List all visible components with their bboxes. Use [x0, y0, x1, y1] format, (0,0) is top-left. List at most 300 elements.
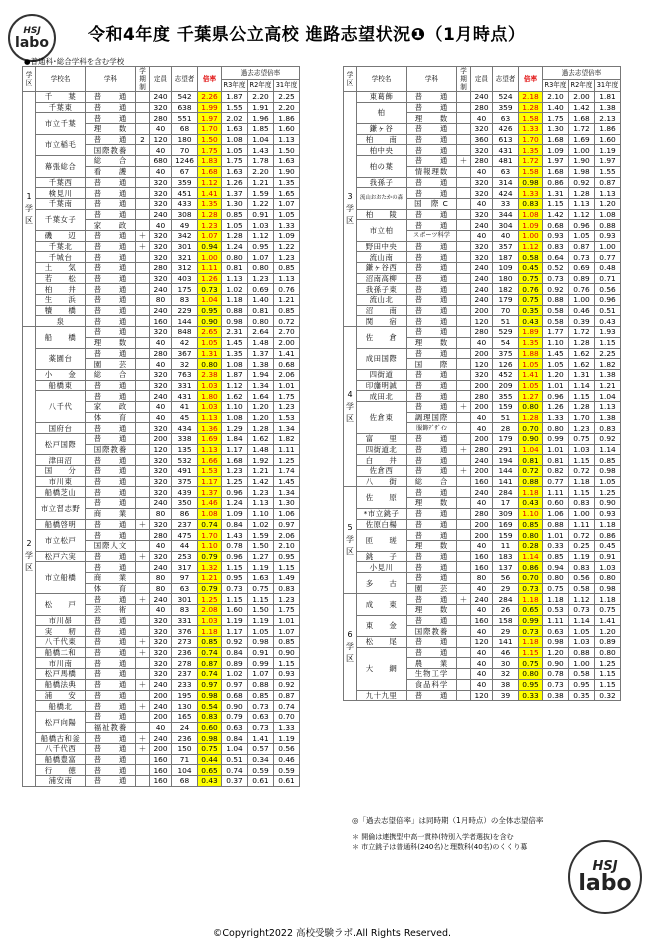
department: 普 通 — [86, 530, 136, 541]
past-rate-r3: 1.01 — [543, 444, 569, 455]
rate: 2.26 — [198, 92, 222, 103]
applicants: 312 — [172, 263, 198, 274]
term-type: ＋ — [136, 637, 150, 648]
rate: 1.28 — [519, 102, 543, 113]
table-row — [344, 284, 621, 295]
applicants: 273 — [172, 637, 198, 648]
school-name: 土 気 — [36, 263, 86, 274]
area-label: 1 学 区 — [23, 92, 36, 327]
past-rate-r3: 0.97 — [222, 679, 248, 690]
school-name: 浦安南 — [36, 776, 86, 787]
past-rate-r3: 1.30 — [222, 198, 248, 209]
logo-line1: HSJ — [23, 25, 41, 36]
past-rate-h31: 0.96 — [595, 295, 621, 306]
past-rate-r3: 1.33 — [543, 412, 569, 423]
department: 理 数 — [407, 498, 457, 509]
applicants: 68 — [172, 124, 198, 135]
applicants: 357 — [493, 241, 519, 252]
past-rate-h31: 2.00 — [274, 337, 300, 348]
capacity: 240 — [471, 263, 493, 274]
capacity: 40 — [150, 401, 172, 412]
past-rate-h31: 0.90 — [274, 647, 300, 658]
department: 普 通 — [86, 327, 136, 338]
capacity: 320 — [150, 423, 172, 434]
past-rate-r2: 1.38 — [248, 359, 274, 370]
school-name: 薬園台 — [36, 348, 86, 369]
past-rate-h31: 0.92 — [595, 434, 621, 445]
capacity: 120 — [471, 316, 493, 327]
header-rate: 倍率 — [198, 67, 222, 92]
rate: 1.23 — [198, 220, 222, 231]
department: 普 通 — [86, 679, 136, 690]
past-rate-h31: 1.63 — [274, 156, 300, 167]
past-rate-r3: 1.18 — [222, 295, 248, 306]
past-rate-r3: 0.84 — [222, 647, 248, 658]
past-rate-r2: 1.15 — [569, 391, 595, 402]
term-type — [136, 765, 150, 776]
past-rate-r3: 1.08 — [222, 359, 248, 370]
table-row — [344, 530, 621, 541]
past-rate-h31: 2.25 — [595, 348, 621, 359]
term-type — [457, 252, 471, 263]
past-rate-h31: 0.45 — [595, 540, 621, 551]
past-rate-h31: 2.70 — [274, 327, 300, 338]
past-rate-r2: 0.35 — [569, 690, 595, 701]
applicants: 130 — [172, 701, 198, 712]
capacity: 240 — [150, 284, 172, 295]
past-rate-r3: 1.97 — [543, 156, 569, 167]
applicants: 424 — [493, 188, 519, 199]
past-rate-r3: 0.38 — [543, 690, 569, 701]
past-rate-h31: 1.09 — [274, 230, 300, 241]
department: 普 通 — [86, 562, 136, 573]
school-name: 鎌ヶ谷西 — [357, 263, 407, 274]
logo-line1: HSJ — [592, 858, 618, 874]
past-rate-r3: 0.73 — [543, 679, 569, 690]
area-label: 2 学 区 — [23, 327, 36, 787]
table-row — [344, 380, 621, 391]
rate: 1.88 — [519, 348, 543, 359]
school-name: 流山北 — [357, 295, 407, 306]
past-rate-r3: 1.35 — [222, 348, 248, 359]
past-rate-h31: 1.13 — [595, 401, 621, 412]
department: 普 通 — [86, 134, 136, 145]
department: 看 護 — [86, 166, 136, 177]
table-row — [344, 252, 621, 263]
applicants: 32 — [172, 359, 198, 370]
past-rate-r2: 1.90 — [569, 156, 595, 167]
table-row — [23, 134, 300, 145]
term-type — [457, 572, 471, 583]
school-name: 市立柏 — [357, 220, 407, 241]
applicants: 54 — [493, 337, 519, 348]
rate: 1.75 — [198, 145, 222, 156]
applicants: 194 — [493, 455, 519, 466]
capacity: 200 — [150, 434, 172, 445]
past-rate-r2: 1.11 — [569, 519, 595, 530]
table-row — [23, 305, 300, 316]
applicants: 350 — [172, 498, 198, 509]
applicants: 28 — [493, 423, 519, 434]
term-type — [136, 188, 150, 199]
department: 普 通 — [86, 765, 136, 776]
school-name: 成 東 — [357, 594, 407, 615]
applicants: 51 — [493, 412, 519, 423]
rate: 1.33 — [519, 124, 543, 135]
applicants: 144 — [493, 466, 519, 477]
school-name: 柏中央 — [357, 145, 407, 156]
past-rate-r2: 0.73 — [248, 722, 274, 733]
area-label: 4 学 区 — [344, 327, 357, 487]
rate: 1.35 — [519, 145, 543, 156]
past-rate-h31: 0.83 — [595, 423, 621, 434]
rate: 1.14 — [519, 551, 543, 562]
capacity: 240 — [150, 701, 172, 712]
past-rate-r3: 0.98 — [543, 637, 569, 648]
department: 普 通 — [86, 626, 136, 637]
past-rate-h31: 0.48 — [595, 263, 621, 274]
school-name: 松 尾 — [357, 637, 407, 648]
school-name: 泉 — [36, 316, 86, 327]
past-rate-r3: 0.98 — [222, 316, 248, 327]
capacity: 40 — [150, 220, 172, 231]
capacity: 40 — [150, 605, 172, 616]
school-name: 市立千葉 — [36, 113, 86, 134]
past-rate-r3: 1.87 — [222, 369, 248, 380]
school-name: 東 金 — [357, 615, 407, 636]
term-type: ＋ — [457, 466, 471, 477]
past-rate-r3: 0.79 — [222, 711, 248, 722]
applicants: 68 — [172, 776, 198, 787]
past-rate-r2: 0.99 — [248, 658, 274, 669]
term-type — [457, 455, 471, 466]
rate: 0.28 — [519, 540, 543, 551]
past-rate-r2: 1.21 — [248, 466, 274, 477]
capacity: 40 — [471, 669, 493, 680]
school-name: 市立稲毛 — [36, 134, 86, 155]
past-rate-r2: 1.00 — [569, 145, 595, 156]
term-type — [136, 455, 150, 466]
rate: 1.41 — [198, 188, 222, 199]
past-rate-h31: 1.60 — [274, 124, 300, 135]
department: 普 通 — [407, 508, 457, 519]
capacity: 40 — [150, 359, 172, 370]
applicants: 344 — [493, 209, 519, 220]
table-row — [344, 476, 621, 487]
applicants: 109 — [493, 263, 519, 274]
school-name: 柏 陵 — [357, 209, 407, 220]
past-rate-r3: 1.77 — [543, 327, 569, 338]
department: 普 通 — [407, 295, 457, 306]
table-row — [344, 594, 621, 605]
department: 普 通 — [407, 615, 457, 626]
rate: 1.04 — [519, 444, 543, 455]
term-type — [457, 359, 471, 370]
past-rate-r2: 1.92 — [248, 455, 274, 466]
school-name: 磯 辺 — [36, 230, 86, 241]
past-rate-r2: 1.72 — [569, 327, 595, 338]
capacity: 200 — [150, 743, 172, 754]
rate: 1.89 — [519, 327, 543, 338]
rate: 0.75 — [198, 743, 222, 754]
past-rate-h31: 2.13 — [595, 113, 621, 124]
past-rate-r3: 0.78 — [222, 540, 248, 551]
rate: 1.41 — [519, 369, 543, 380]
table-row — [23, 92, 300, 103]
header-applicants: 志望者 — [172, 67, 198, 92]
applicants: 141 — [493, 476, 519, 487]
past-rate-r2: 1.03 — [248, 220, 274, 231]
capacity: 160 — [150, 776, 172, 787]
capacity: 320 — [471, 252, 493, 263]
past-rate-r3: 1.26 — [543, 401, 569, 412]
rate: 0.98 — [198, 690, 222, 701]
term-type — [457, 498, 471, 509]
term-type — [136, 177, 150, 188]
table-row — [23, 476, 300, 487]
applicants: 83 — [172, 605, 198, 616]
term-type — [136, 305, 150, 316]
table-row — [23, 434, 300, 445]
school-name: 市立松戸 — [36, 530, 86, 551]
past-rate-r3: 0.53 — [543, 605, 569, 616]
capacity: 120 — [471, 637, 493, 648]
school-name: 船 橋 — [36, 327, 86, 348]
rate: 0.85 — [198, 637, 222, 648]
school-name: 千葉西 — [36, 177, 86, 188]
department: 普 通 — [86, 92, 136, 103]
capacity: 40 — [471, 113, 493, 124]
past-rate-h31: 0.43 — [595, 316, 621, 327]
term-type — [457, 669, 471, 680]
department: 普 通 — [407, 327, 457, 338]
term-type — [136, 444, 150, 455]
past-rate-r2: 0.72 — [569, 466, 595, 477]
rate: 0.73 — [198, 284, 222, 295]
department: 服飾ﾃﾞｻﾞｲﾝ — [407, 423, 457, 434]
capacity: 320 — [150, 252, 172, 263]
past-rate-h31: 0.56 — [274, 743, 300, 754]
table-row — [23, 252, 300, 263]
table-row — [23, 198, 300, 209]
term-type — [457, 658, 471, 669]
applicants: 63 — [493, 113, 519, 124]
rate: 0.94 — [198, 241, 222, 252]
rate: 1.03 — [198, 380, 222, 391]
past-rate-h31: 1.38 — [595, 369, 621, 380]
past-rate-r3: 0.83 — [543, 241, 569, 252]
term-type — [457, 220, 471, 231]
past-rate-r3: 0.99 — [543, 434, 569, 445]
rate: 1.13 — [198, 412, 222, 423]
capacity: 320 — [150, 637, 172, 648]
header-past: 過去志望倍率 — [543, 67, 621, 80]
past-rate-r3: 1.55 — [222, 102, 248, 113]
school-name: 八千代西 — [36, 743, 86, 754]
term-type — [457, 391, 471, 402]
department: 普 通 — [86, 380, 136, 391]
rate: 1.72 — [519, 156, 543, 167]
past-rate-r3: 1.10 — [543, 337, 569, 348]
past-rate-h31: 2.25 — [274, 92, 300, 103]
past-rate-r2: 0.95 — [248, 241, 274, 252]
capacity: 40 — [471, 647, 493, 658]
school-name: 千葉南 — [36, 198, 86, 209]
past-rate-r3: 1.02 — [222, 669, 248, 680]
applicants: 179 — [493, 295, 519, 306]
past-rate-h31: 0.85 — [274, 263, 300, 274]
rate: 0.70 — [519, 423, 543, 434]
school-name: 浦 安 — [36, 690, 86, 701]
past-rate-h31: 0.70 — [274, 711, 300, 722]
table-row — [344, 434, 621, 445]
past-rate-r3: 0.63 — [543, 626, 569, 637]
capacity: 40 — [471, 679, 493, 690]
past-rate-r2: 1.94 — [248, 369, 274, 380]
capacity: 200 — [471, 305, 493, 316]
past-rate-r3: 1.11 — [543, 615, 569, 626]
table-row — [344, 508, 621, 519]
term-type — [136, 508, 150, 519]
past-rate-h31: 0.85 — [274, 637, 300, 648]
school-name: 検見川 — [36, 188, 86, 199]
past-rate-h31: 1.23 — [274, 401, 300, 412]
department: 普 通 — [86, 658, 136, 669]
past-rate-r3: 1.68 — [543, 166, 569, 177]
table-row — [344, 637, 621, 648]
department: 普 通 — [86, 519, 136, 530]
past-rate-r2: 1.96 — [248, 113, 274, 124]
past-rate-r3: 1.18 — [543, 594, 569, 605]
rate: 0.97 — [198, 679, 222, 690]
applicants: 24 — [172, 722, 198, 733]
school-name: 佐 倉 — [357, 327, 407, 348]
rate: 1.18 — [198, 626, 222, 637]
applicants: 46 — [493, 647, 519, 658]
department: 普 通 — [407, 455, 457, 466]
past-rate-h31: 0.91 — [595, 551, 621, 562]
applicants: 67 — [172, 166, 198, 177]
past-rate-r2: 1.42 — [569, 102, 595, 113]
school-name: 富 里 — [357, 434, 407, 445]
rate: 1.15 — [519, 647, 543, 658]
past-rate-r2: 1.18 — [569, 476, 595, 487]
capacity: 320 — [471, 177, 493, 188]
applicants: 304 — [493, 220, 519, 231]
past-rate-r3: 1.63 — [222, 124, 248, 135]
past-rate-r3: 1.60 — [222, 605, 248, 616]
term-type — [136, 273, 150, 284]
department: 普 通 — [86, 551, 136, 562]
past-rate-h31: 1.07 — [274, 626, 300, 637]
applicants: 63 — [172, 583, 198, 594]
capacity: 320 — [150, 241, 172, 252]
table-row — [23, 230, 300, 241]
rate: 0.83 — [198, 711, 222, 722]
past-rate-h31: 0.74 — [274, 701, 300, 712]
past-rate-r2: 1.19 — [248, 615, 274, 626]
rate: 0.74 — [198, 669, 222, 680]
table-header — [23, 67, 300, 80]
department: 国 際 C — [407, 198, 457, 209]
capacity: 240 — [471, 273, 493, 284]
term-type — [136, 412, 150, 423]
past-rate-r2: 1.19 — [248, 562, 274, 573]
past-rate-h31: 1.05 — [595, 476, 621, 487]
term-type — [457, 412, 471, 423]
table-row — [344, 305, 621, 316]
rate: 1.25 — [198, 594, 222, 605]
logo-line2: labo — [15, 34, 49, 51]
term-type — [136, 198, 150, 209]
past-rate-h31: 0.61 — [274, 776, 300, 787]
department: 普 通 — [86, 476, 136, 487]
term-type — [136, 295, 150, 306]
rate: 0.74 — [198, 519, 222, 530]
school-name: 市立習志野 — [36, 498, 86, 519]
past-rate-h31: 1.14 — [595, 444, 621, 455]
applicants: 434 — [172, 423, 198, 434]
past-rate-r3: 1.25 — [222, 476, 248, 487]
past-rate-r3: 1.45 — [222, 337, 248, 348]
past-rate-r3: 1.40 — [543, 102, 569, 113]
rate: 1.28 — [198, 209, 222, 220]
school-name: 我孫子 — [357, 177, 407, 188]
table-row — [23, 316, 300, 327]
past-rate-r2: 1.50 — [248, 540, 274, 551]
past-rate-h31: 1.11 — [274, 444, 300, 455]
rate: 0.88 — [519, 476, 543, 487]
past-rate-h31: 1.15 — [274, 658, 300, 669]
rate: 1.31 — [198, 348, 222, 359]
applicants: 433 — [172, 198, 198, 209]
past-rate-r3: 1.15 — [222, 562, 248, 573]
applicants: 195 — [172, 690, 198, 701]
area-label: 5 学 区 — [344, 487, 357, 594]
capacity: 240 — [471, 594, 493, 605]
rate: 1.10 — [198, 540, 222, 551]
applicants: 284 — [493, 594, 519, 605]
past-rate-r3: 0.88 — [543, 295, 569, 306]
applicants: 11 — [493, 540, 519, 551]
past-rate-r2: 1.00 — [569, 508, 595, 519]
capacity: 80 — [150, 583, 172, 594]
term-type — [457, 284, 471, 295]
department: 普 通 — [407, 124, 457, 135]
past-rate-r2: 0.72 — [569, 530, 595, 541]
past-rate-h31: 0.46 — [274, 754, 300, 765]
table-row — [23, 701, 300, 712]
past-rate-r2: 1.13 — [248, 498, 274, 509]
past-rate-r3: 0.78 — [543, 669, 569, 680]
table-row — [344, 220, 621, 231]
past-rate-h31: 0.76 — [274, 284, 300, 295]
capacity: 280 — [471, 444, 493, 455]
past-rate-h31: 0.56 — [595, 284, 621, 295]
capacity: 160 — [471, 476, 493, 487]
applicants: 284 — [493, 487, 519, 498]
department: 普 通 — [407, 92, 457, 103]
capacity: 320 — [150, 380, 172, 391]
department: 普 通 — [407, 401, 457, 412]
school-name: 千 葉 — [36, 92, 86, 103]
rate: 0.80 — [519, 669, 543, 680]
header-r3: R3年度 — [543, 79, 569, 92]
past-rate-r2: 1.04 — [248, 134, 274, 145]
term-type — [136, 605, 150, 616]
rate: 1.03 — [198, 615, 222, 626]
table-row — [23, 455, 300, 466]
